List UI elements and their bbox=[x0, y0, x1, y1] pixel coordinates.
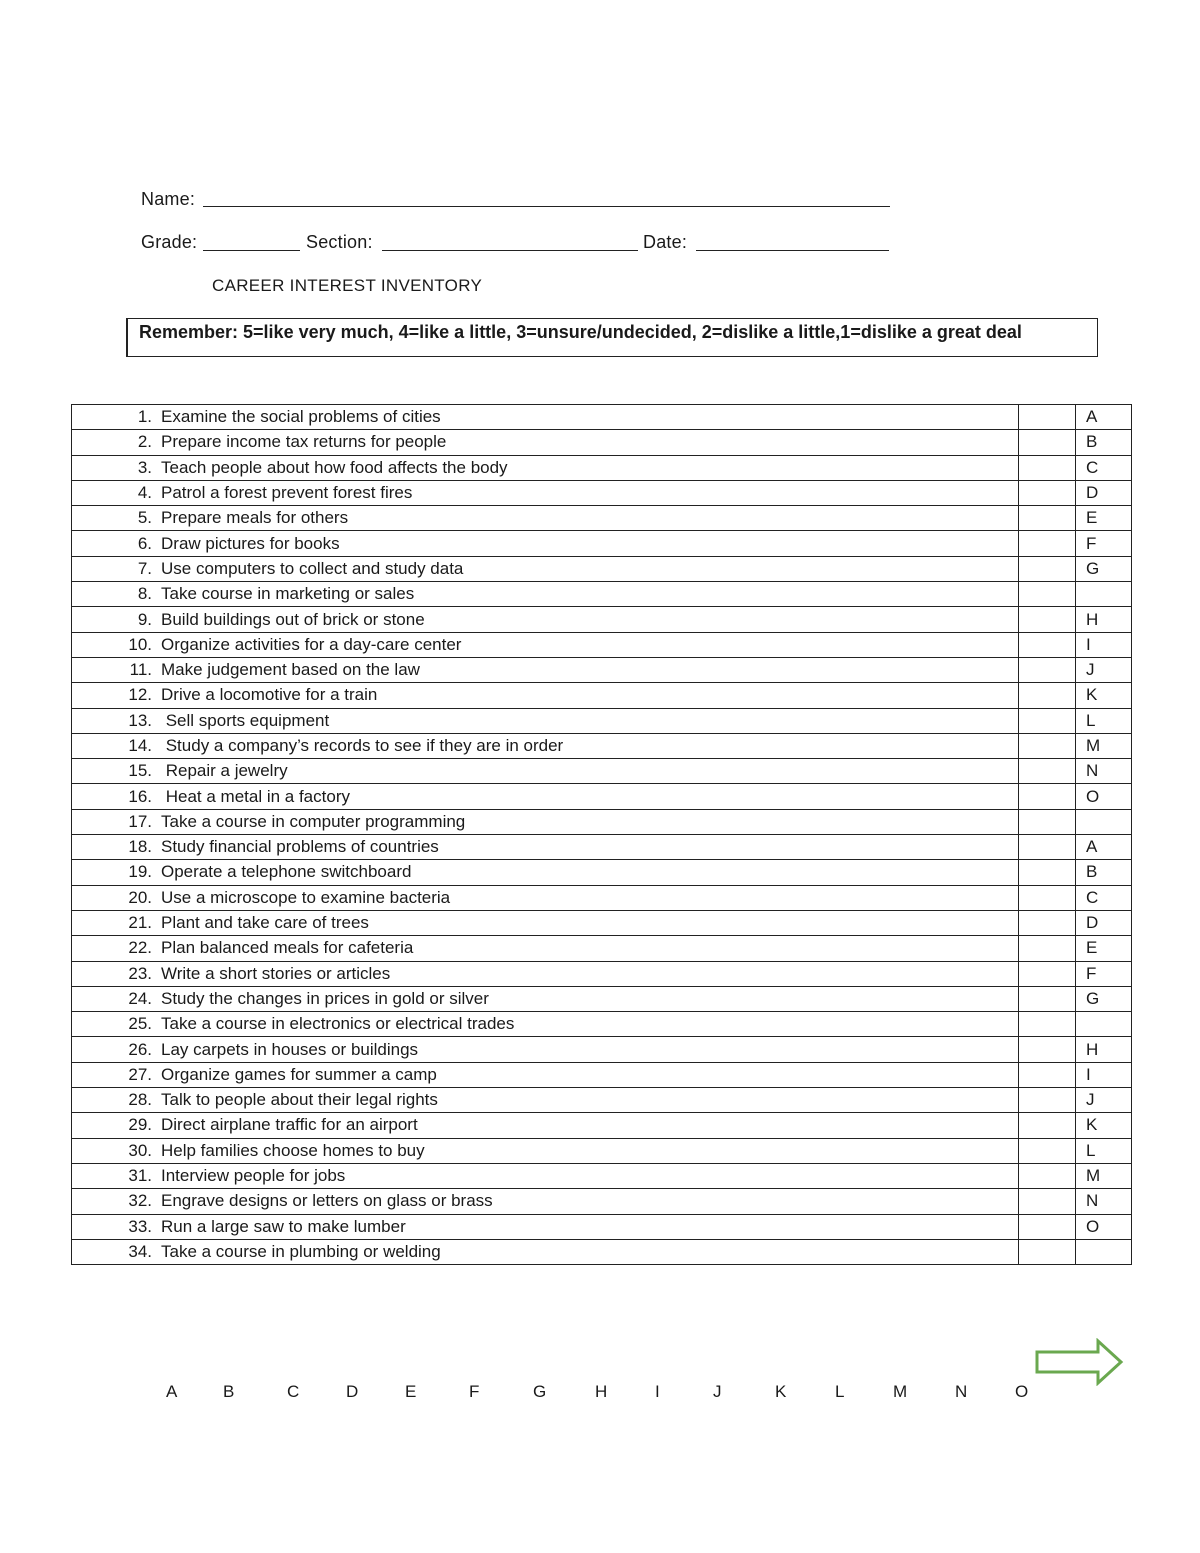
letter-tally-row bbox=[0, 1382, 1200, 1406]
section-label: Section: bbox=[306, 232, 373, 252]
table-row bbox=[72, 759, 1132, 784]
score-cell[interactable] bbox=[1019, 556, 1076, 581]
score-cell[interactable] bbox=[1019, 885, 1076, 910]
item-text: Patrol a forest prevent forest fires bbox=[161, 483, 413, 503]
score-cell[interactable] bbox=[1019, 936, 1076, 961]
score-cell[interactable] bbox=[1019, 1037, 1076, 1062]
remember-text: Remember: 5=like very much, 4=like a little, 3=unsure/undecided, 2=dislike a little,1=dislike a great deal bbox=[139, 322, 1022, 342]
item-cell bbox=[72, 607, 1019, 632]
table-row bbox=[72, 708, 1132, 733]
item-text: Repair a jewelry bbox=[161, 761, 288, 781]
table-row bbox=[72, 531, 1132, 556]
score-cell[interactable] bbox=[1019, 809, 1076, 834]
item-text: Run a large saw to make lumber bbox=[161, 1216, 406, 1236]
table-row bbox=[72, 860, 1132, 885]
table-row bbox=[72, 1062, 1132, 1087]
table-row bbox=[72, 657, 1132, 682]
category-letter-cell: E bbox=[1076, 506, 1132, 531]
item-text: Take a course in plumbing or welding bbox=[161, 1241, 441, 1261]
tally-letter: I bbox=[655, 1382, 660, 1401]
item-number: 24. bbox=[128, 988, 152, 1008]
score-cell[interactable] bbox=[1019, 506, 1076, 531]
category-letter-cell: M bbox=[1076, 733, 1132, 758]
score-cell[interactable] bbox=[1019, 1062, 1076, 1087]
category-letter-cell: F bbox=[1076, 961, 1132, 986]
tally-letter: N bbox=[955, 1382, 968, 1401]
tally-letter: G bbox=[533, 1382, 547, 1401]
table-row bbox=[72, 506, 1132, 531]
score-cell[interactable] bbox=[1019, 986, 1076, 1011]
item-cell bbox=[72, 936, 1019, 961]
item-text: Study the changes in prices in gold or silver bbox=[161, 988, 489, 1008]
item-cell bbox=[72, 405, 1019, 430]
item-text: Operate a telephone switchboard bbox=[161, 862, 412, 882]
inventory-table bbox=[71, 404, 1132, 1265]
table-row bbox=[72, 405, 1132, 430]
item-text: Take course in marketing or sales bbox=[161, 584, 415, 604]
item-number: 25. bbox=[128, 1014, 152, 1034]
score-cell[interactable] bbox=[1019, 405, 1076, 430]
category-letter-cell: C bbox=[1076, 455, 1132, 480]
category-letter-cell: O bbox=[1076, 784, 1132, 809]
item-text: Use computers to collect and study data bbox=[161, 558, 464, 578]
category-letter-cell: B bbox=[1076, 860, 1132, 885]
table-row bbox=[72, 1214, 1132, 1239]
item-number: 4. bbox=[137, 483, 152, 503]
item-cell bbox=[72, 506, 1019, 531]
item-text: Direct airplane traffic for an airport bbox=[161, 1115, 418, 1135]
category-letter-cell bbox=[1076, 1012, 1132, 1037]
section-field[interactable] bbox=[382, 250, 638, 251]
category-letter-cell: H bbox=[1076, 1037, 1132, 1062]
score-cell[interactable] bbox=[1019, 759, 1076, 784]
tally-letter: J bbox=[713, 1382, 722, 1401]
table-row bbox=[72, 835, 1132, 860]
item-number: 27. bbox=[128, 1064, 152, 1084]
right-arrow-icon bbox=[1034, 1338, 1124, 1386]
item-number: 34. bbox=[128, 1241, 152, 1261]
item-text: Study a company’s records to see if they are in order bbox=[161, 736, 564, 755]
category-letter-cell: O bbox=[1076, 1214, 1132, 1239]
item-cell bbox=[72, 1088, 1019, 1113]
category-letter-cell: J bbox=[1076, 657, 1132, 682]
name-label: Name: bbox=[141, 189, 196, 209]
score-cell[interactable] bbox=[1019, 683, 1076, 708]
grade-field[interactable] bbox=[203, 250, 300, 251]
table-row bbox=[72, 986, 1132, 1011]
score-cell[interactable] bbox=[1019, 455, 1076, 480]
item-cell bbox=[72, 1239, 1019, 1264]
item-text: Prepare meals for others bbox=[161, 508, 349, 528]
item-text: Study financial problems of countries bbox=[161, 837, 439, 857]
item-number: 2. bbox=[137, 432, 152, 452]
item-text: Sell sports equipment bbox=[161, 710, 330, 730]
item-cell bbox=[72, 657, 1019, 682]
table-row bbox=[72, 784, 1132, 809]
name-field[interactable] bbox=[203, 206, 890, 207]
item-cell bbox=[72, 885, 1019, 910]
tally-letter: C bbox=[287, 1382, 300, 1401]
item-number: 9. bbox=[137, 609, 152, 629]
item-cell bbox=[72, 1163, 1019, 1188]
item-text: Talk to people about their legal rights bbox=[161, 1090, 438, 1110]
item-number: 8. bbox=[137, 584, 152, 604]
item-number: 33. bbox=[128, 1216, 152, 1236]
score-cell[interactable] bbox=[1019, 860, 1076, 885]
table-row bbox=[72, 480, 1132, 505]
item-cell bbox=[72, 1113, 1019, 1138]
item-cell bbox=[72, 860, 1019, 885]
tally-letter: F bbox=[469, 1382, 480, 1401]
item-text: Heat a metal in a factory bbox=[161, 786, 350, 806]
item-cell bbox=[72, 1037, 1019, 1062]
score-cell[interactable] bbox=[1019, 657, 1076, 682]
category-letter-cell: J bbox=[1076, 1088, 1132, 1113]
score-cell[interactable] bbox=[1019, 1138, 1076, 1163]
tally-letter: A bbox=[166, 1382, 178, 1401]
item-text: Take a course in computer programming bbox=[161, 811, 466, 831]
category-letter-cell: A bbox=[1076, 405, 1132, 430]
category-letter-cell: E bbox=[1076, 936, 1132, 961]
item-cell bbox=[72, 1214, 1019, 1239]
item-cell bbox=[72, 835, 1019, 860]
category-letter-cell: N bbox=[1076, 1189, 1132, 1214]
score-cell[interactable] bbox=[1019, 582, 1076, 607]
item-number: 15. bbox=[128, 761, 152, 781]
item-number: 18. bbox=[128, 837, 152, 857]
item-cell bbox=[72, 1012, 1019, 1037]
item-number: 5. bbox=[137, 508, 152, 528]
table-row bbox=[72, 1113, 1132, 1138]
item-cell bbox=[72, 961, 1019, 986]
score-cell[interactable] bbox=[1019, 1239, 1076, 1264]
tally-letter: D bbox=[346, 1382, 359, 1401]
table-row bbox=[72, 1138, 1132, 1163]
item-cell bbox=[72, 430, 1019, 455]
category-letter-cell: C bbox=[1076, 885, 1132, 910]
table-row bbox=[72, 910, 1132, 935]
category-letter-cell: L bbox=[1076, 1138, 1132, 1163]
item-number: 29. bbox=[128, 1115, 152, 1135]
page-title: CAREER INTEREST INVENTORY bbox=[212, 276, 483, 295]
date-label: Date: bbox=[643, 232, 688, 252]
table-row bbox=[72, 1163, 1132, 1188]
score-cell[interactable] bbox=[1019, 910, 1076, 935]
table-row bbox=[72, 1189, 1132, 1214]
item-cell bbox=[72, 455, 1019, 480]
item-number: 22. bbox=[128, 938, 152, 958]
tally-letter: E bbox=[405, 1382, 417, 1401]
item-text: Draw pictures for books bbox=[161, 533, 340, 553]
item-number: 11. bbox=[129, 660, 152, 680]
item-cell bbox=[72, 784, 1019, 809]
category-letter-cell: I bbox=[1076, 1062, 1132, 1087]
item-text: Use a microscope to examine bacteria bbox=[161, 887, 451, 907]
item-text: Plan balanced meals for cafeteria bbox=[161, 938, 414, 958]
item-number: 14. bbox=[128, 736, 152, 755]
score-cell[interactable] bbox=[1019, 1113, 1076, 1138]
category-letter-cell: K bbox=[1076, 1113, 1132, 1138]
category-letter-cell: D bbox=[1076, 480, 1132, 505]
item-cell bbox=[72, 1189, 1019, 1214]
item-text: Engrave designs or letters on glass or brass bbox=[161, 1191, 493, 1211]
table-row bbox=[72, 1012, 1132, 1037]
tally-letter: O bbox=[1015, 1382, 1029, 1401]
category-letter-cell: A bbox=[1076, 835, 1132, 860]
item-text: Drive a locomotive for a train bbox=[161, 685, 378, 705]
table-row bbox=[72, 556, 1132, 581]
item-text: Plant and take care of trees bbox=[161, 913, 369, 933]
score-cell[interactable] bbox=[1019, 784, 1076, 809]
score-cell[interactable] bbox=[1019, 835, 1076, 860]
item-number: 32. bbox=[128, 1191, 152, 1211]
table-row bbox=[72, 430, 1132, 455]
table-row bbox=[72, 936, 1132, 961]
category-letter-cell bbox=[1076, 809, 1132, 834]
item-number: 12. bbox=[128, 685, 152, 705]
item-text: Take a course in electronics or electrical trades bbox=[161, 1014, 515, 1034]
item-cell bbox=[72, 986, 1019, 1011]
table-row bbox=[72, 885, 1132, 910]
item-text: Teach people about how food affects the body bbox=[161, 457, 508, 477]
score-cell[interactable] bbox=[1019, 1189, 1076, 1214]
item-number: 13. bbox=[128, 710, 152, 730]
item-cell bbox=[72, 910, 1019, 935]
tally-letter: M bbox=[893, 1382, 908, 1401]
category-letter-cell: F bbox=[1076, 531, 1132, 556]
score-cell[interactable] bbox=[1019, 430, 1076, 455]
table-row bbox=[72, 632, 1132, 657]
score-cell[interactable] bbox=[1019, 480, 1076, 505]
table-row bbox=[72, 455, 1132, 480]
item-cell bbox=[72, 632, 1019, 657]
table-row bbox=[72, 961, 1132, 986]
score-cell[interactable] bbox=[1019, 1214, 1076, 1239]
item-cell bbox=[72, 733, 1019, 758]
category-letter-cell bbox=[1076, 1239, 1132, 1264]
category-letter-cell: I bbox=[1076, 632, 1132, 657]
category-letter-cell: B bbox=[1076, 430, 1132, 455]
tally-letter: K bbox=[775, 1382, 787, 1401]
item-number: 30. bbox=[128, 1140, 152, 1160]
category-letter-cell bbox=[1076, 582, 1132, 607]
item-cell bbox=[72, 480, 1019, 505]
tally-letter: B bbox=[223, 1382, 235, 1401]
item-number: 1. bbox=[137, 407, 152, 427]
score-cell[interactable] bbox=[1019, 1012, 1076, 1037]
item-cell bbox=[72, 531, 1019, 556]
item-cell bbox=[72, 582, 1019, 607]
score-cell[interactable] bbox=[1019, 733, 1076, 758]
score-cell[interactable] bbox=[1019, 531, 1076, 556]
tally-letter: H bbox=[595, 1382, 608, 1401]
item-cell bbox=[72, 759, 1019, 784]
item-number: 7. bbox=[137, 558, 152, 578]
date-field[interactable] bbox=[696, 250, 889, 251]
item-text: Organize games for summer a camp bbox=[161, 1064, 437, 1084]
item-number: 28. bbox=[128, 1090, 152, 1110]
item-number: 20. bbox=[128, 887, 152, 907]
item-text: Help families choose homes to buy bbox=[161, 1140, 425, 1160]
score-cell[interactable] bbox=[1019, 961, 1076, 986]
item-cell bbox=[72, 1062, 1019, 1087]
item-number: 17. bbox=[128, 811, 152, 831]
grade-label: Grade: bbox=[141, 232, 198, 252]
item-cell bbox=[72, 1138, 1019, 1163]
item-number: 3. bbox=[137, 457, 152, 477]
category-letter-cell: M bbox=[1076, 1163, 1132, 1188]
item-text: Prepare income tax returns for people bbox=[161, 432, 447, 452]
item-number: 23. bbox=[128, 963, 152, 983]
item-number: 10. bbox=[128, 634, 152, 654]
item-text: Build buildings out of brick or stone bbox=[161, 609, 425, 629]
item-number: 6. bbox=[137, 533, 152, 553]
item-cell bbox=[72, 708, 1019, 733]
score-cell[interactable] bbox=[1019, 708, 1076, 733]
remember-box bbox=[126, 318, 1098, 357]
table-row bbox=[72, 582, 1132, 607]
category-letter-cell: L bbox=[1076, 708, 1132, 733]
item-number: 31. bbox=[128, 1166, 152, 1186]
item-cell bbox=[72, 683, 1019, 708]
score-cell[interactable] bbox=[1019, 1088, 1076, 1113]
item-text: Make judgement based on the law bbox=[161, 660, 420, 680]
table-row bbox=[72, 607, 1132, 632]
item-number: 19. bbox=[128, 862, 152, 882]
table-row bbox=[72, 733, 1132, 758]
item-text: Lay carpets in houses or buildings bbox=[161, 1039, 419, 1059]
table-row bbox=[72, 1088, 1132, 1113]
category-letter-cell: G bbox=[1076, 556, 1132, 581]
category-letter-cell: D bbox=[1076, 910, 1132, 935]
item-cell bbox=[72, 556, 1019, 581]
category-letter-cell: G bbox=[1076, 986, 1132, 1011]
item-number: 26. bbox=[128, 1039, 152, 1059]
item-text: Write a short stories or articles bbox=[161, 963, 391, 983]
category-letter-cell: N bbox=[1076, 759, 1132, 784]
tally-letter: L bbox=[835, 1382, 845, 1401]
table-row bbox=[72, 1037, 1132, 1062]
table-row bbox=[72, 809, 1132, 834]
category-letter-cell: K bbox=[1076, 683, 1132, 708]
category-letter-cell: H bbox=[1076, 607, 1132, 632]
item-text: Interview people for jobs bbox=[161, 1166, 346, 1186]
score-cell[interactable] bbox=[1019, 1163, 1076, 1188]
item-text: Organize activities for a day-care center bbox=[161, 634, 462, 654]
table-row bbox=[72, 683, 1132, 708]
item-text: Examine the social problems of cities bbox=[161, 407, 441, 427]
item-cell bbox=[72, 809, 1019, 834]
item-number: 21. bbox=[128, 913, 152, 933]
score-cell[interactable] bbox=[1019, 632, 1076, 657]
score-cell[interactable] bbox=[1019, 607, 1076, 632]
table-row bbox=[72, 1239, 1132, 1264]
item-number: 16. bbox=[128, 786, 152, 806]
